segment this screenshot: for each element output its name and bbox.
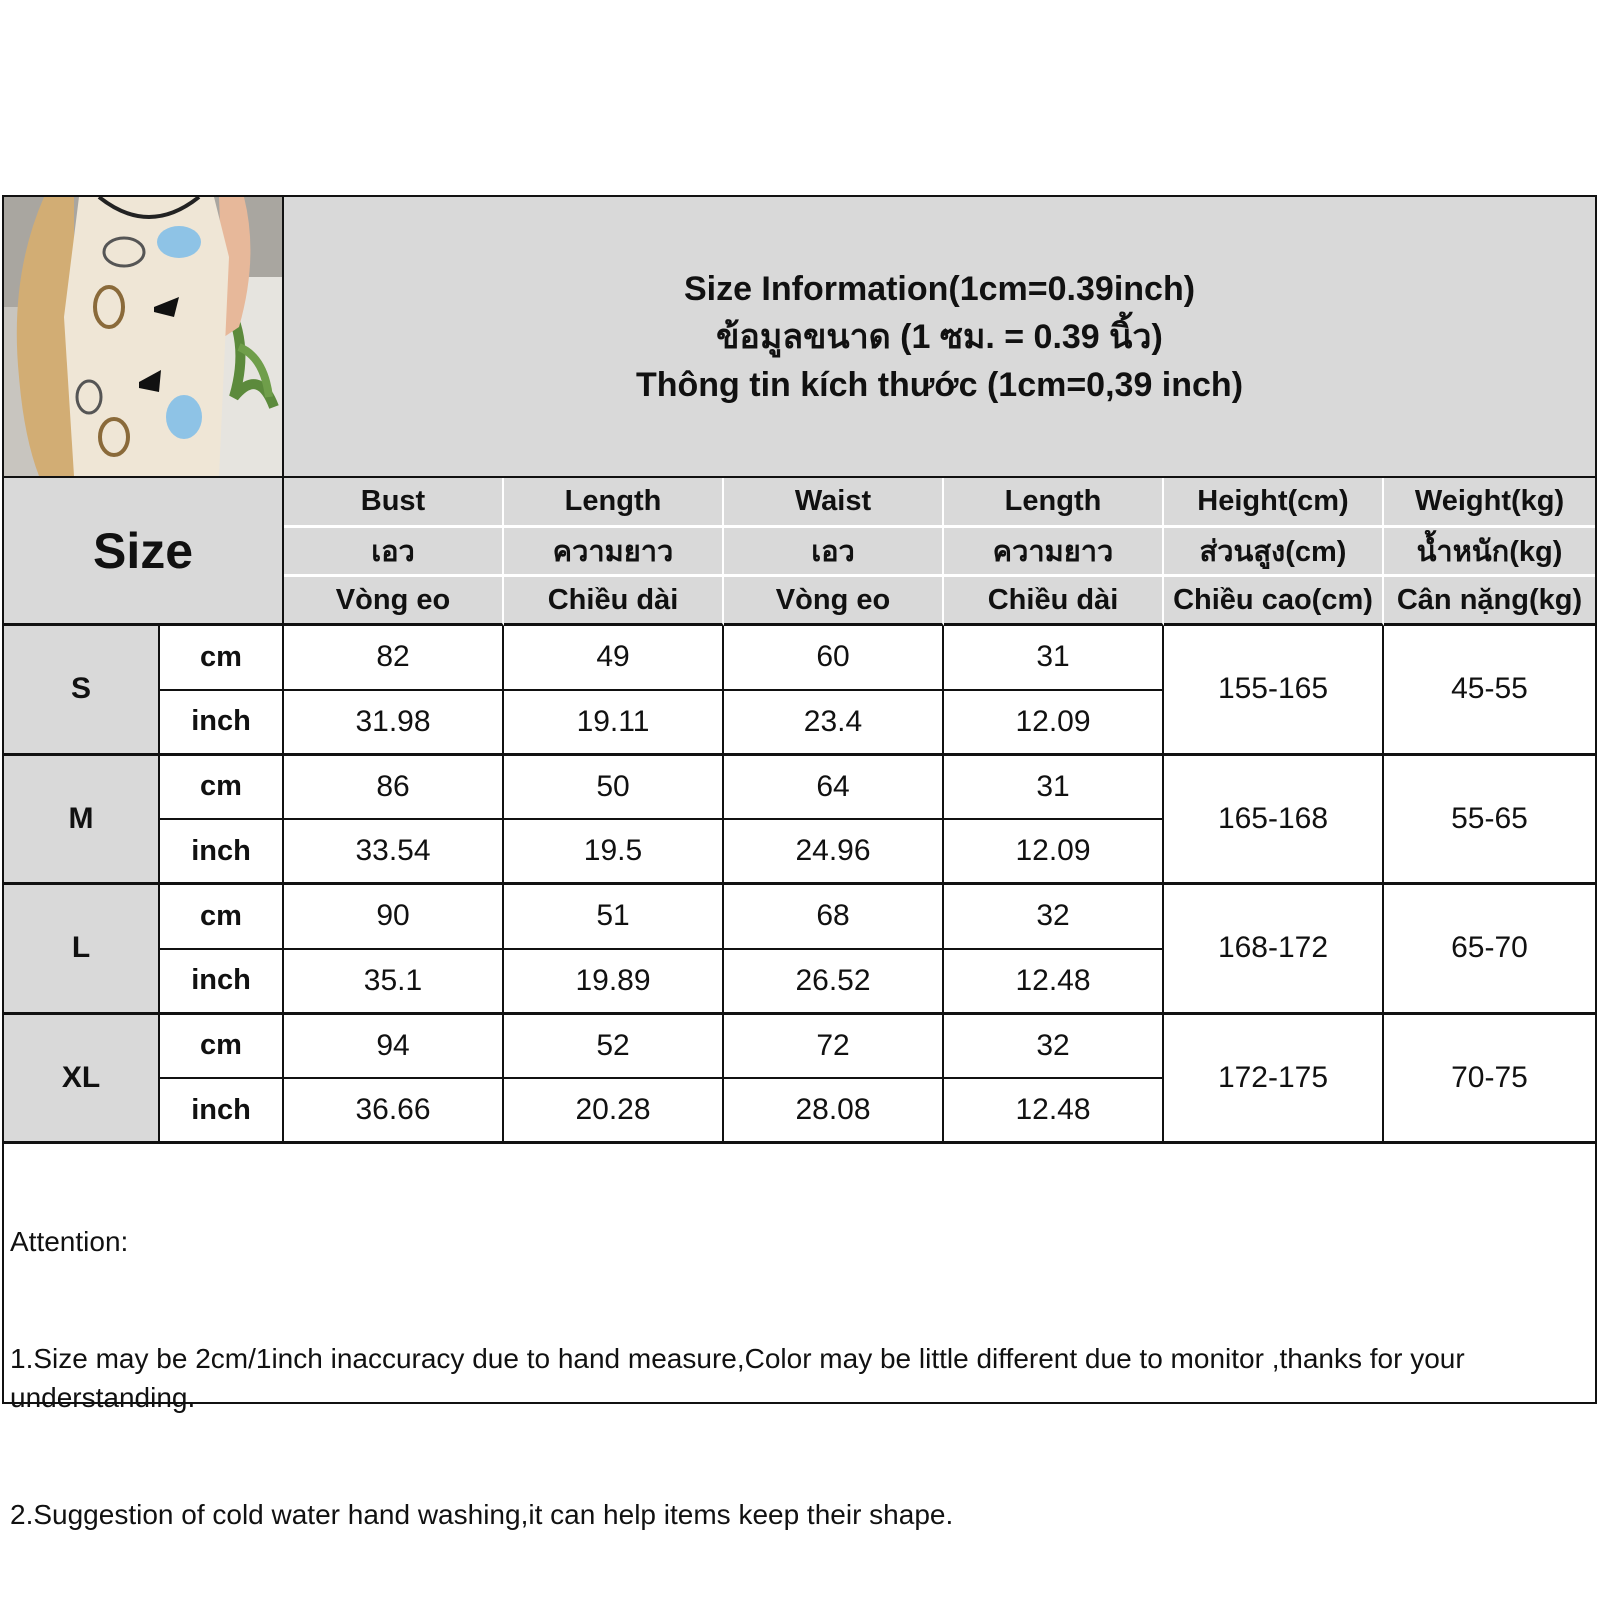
unit-label-cm: cm xyxy=(160,756,284,821)
header-divider xyxy=(282,478,284,626)
measure-cm-3: 72 xyxy=(724,1015,944,1080)
column-header-3-en: Waist xyxy=(724,478,944,528)
height-range: 155-165 xyxy=(1164,626,1384,756)
unit-label-cm: cm xyxy=(160,885,284,950)
measure-cm-1: 90 xyxy=(284,885,504,950)
height-range: 165-168 xyxy=(1164,756,1384,886)
size-chart xyxy=(2,195,1597,1530)
weight-range: 45-55 xyxy=(1384,626,1595,756)
attention-heading: Attention: xyxy=(10,1226,129,1257)
height-range: 172-175 xyxy=(1164,1015,1384,1145)
measure-inch-3: 24.96 xyxy=(724,820,944,885)
column-header-2-en: Length xyxy=(504,478,724,528)
measure-cm-1: 94 xyxy=(284,1015,504,1080)
measure-inch-1: 31.98 xyxy=(284,691,504,756)
measure-cm-2: 51 xyxy=(504,885,724,950)
measure-inch-2: 19.89 xyxy=(504,950,724,1015)
measure-cm-2: 49 xyxy=(504,626,724,691)
measure-cm-1: 82 xyxy=(284,626,504,691)
measure-inch-3: 28.08 xyxy=(724,1079,944,1144)
unit-label-cm: cm xyxy=(160,626,284,691)
measure-cm-4: 32 xyxy=(944,885,1164,950)
height-range: 168-172 xyxy=(1164,885,1384,1015)
column-header-6-th: น้ำหนัก(kg) xyxy=(1384,528,1595,577)
measure-inch-3: 26.52 xyxy=(724,950,944,1015)
measure-inch-2: 20.28 xyxy=(504,1079,724,1144)
column-header-2-vi: Chiều dài xyxy=(504,577,724,626)
column-header-6-en: Weight(kg) xyxy=(1384,478,1595,528)
unit-label-inch: inch xyxy=(160,950,284,1015)
model-romper-image xyxy=(4,197,282,476)
unit-label-inch: inch xyxy=(160,820,284,885)
attention-notes xyxy=(4,1144,1595,1530)
unit-label-cm: cm xyxy=(160,1015,284,1080)
title-vietnamese: Thông tin kích thước (1cm=0,39 inch) xyxy=(635,365,1244,404)
measure-inch-2: 19.11 xyxy=(504,691,724,756)
measure-cm-3: 60 xyxy=(724,626,944,691)
column-header-4-vi: Chiều dài xyxy=(944,577,1164,626)
title-thai: ข้อมูลขนาด (1 ซม. = 0.39 นิ้ว) xyxy=(716,317,1163,356)
measure-inch-1: 36.66 xyxy=(284,1079,504,1144)
title-english: Size Information(1cm=0.39inch) xyxy=(683,269,1196,308)
column-header-4-en: Length xyxy=(944,478,1164,528)
size-label-s: S xyxy=(4,626,160,756)
measure-inch-1: 33.54 xyxy=(284,820,504,885)
measure-inch-4: 12.09 xyxy=(944,820,1164,885)
column-header-1-en: Bust xyxy=(284,478,504,528)
measure-cm-2: 52 xyxy=(504,1015,724,1080)
unit-label-inch: inch xyxy=(160,691,284,756)
measure-cm-4: 31 xyxy=(944,756,1164,821)
size-label-m: M xyxy=(4,756,160,886)
product-photo xyxy=(4,197,284,478)
measure-cm-3: 68 xyxy=(724,885,944,950)
column-header-3-vi: Vòng eo xyxy=(724,577,944,626)
measure-inch-4: 12.48 xyxy=(944,1079,1164,1144)
column-header-2-th: ความยาว xyxy=(504,528,724,577)
measure-inch-2: 19.5 xyxy=(504,820,724,885)
column-header-5-vi: Chiều cao(cm) xyxy=(1164,577,1384,626)
column-header-3-th: เอว xyxy=(724,528,944,577)
column-header-6-vi: Cân nặng(kg) xyxy=(1384,577,1595,626)
column-header-4-th: ความยาว xyxy=(944,528,1164,577)
column-header-5-en: Height(cm) xyxy=(1164,478,1384,528)
column-header-1-vi: Vòng eo xyxy=(284,577,504,626)
measure-cm-3: 64 xyxy=(724,756,944,821)
measure-cm-4: 31 xyxy=(944,626,1164,691)
weight-range: 55-65 xyxy=(1384,756,1595,886)
measure-inch-4: 12.09 xyxy=(944,691,1164,756)
column-header-1-th: เอว xyxy=(284,528,504,577)
size-label-xl: XL xyxy=(4,1015,160,1145)
column-header-5-th: ส่วนสูง(cm) xyxy=(1164,528,1384,577)
measure-cm-1: 86 xyxy=(284,756,504,821)
attention-note-1: 1.Size may be 2cm/1inch inaccuracy due to hand measure,Color may be little different due to monitor ,thanks for your understanding. xyxy=(10,1343,1473,1413)
measure-inch-3: 23.4 xyxy=(724,691,944,756)
weight-range: 65-70 xyxy=(1384,885,1595,1015)
measure-cm-2: 50 xyxy=(504,756,724,821)
measure-inch-1: 35.1 xyxy=(284,950,504,1015)
attention-note-2: 2.Suggestion of cold water hand washing,it can help items keep their shape. xyxy=(10,1499,954,1530)
unit-label-inch: inch xyxy=(160,1079,284,1144)
measure-cm-4: 32 xyxy=(944,1015,1164,1080)
title-block xyxy=(284,197,1595,478)
size-header: Size xyxy=(4,478,284,626)
size-label-l: L xyxy=(4,885,160,1015)
weight-range: 70-75 xyxy=(1384,1015,1595,1145)
measure-inch-4: 12.48 xyxy=(944,950,1164,1015)
